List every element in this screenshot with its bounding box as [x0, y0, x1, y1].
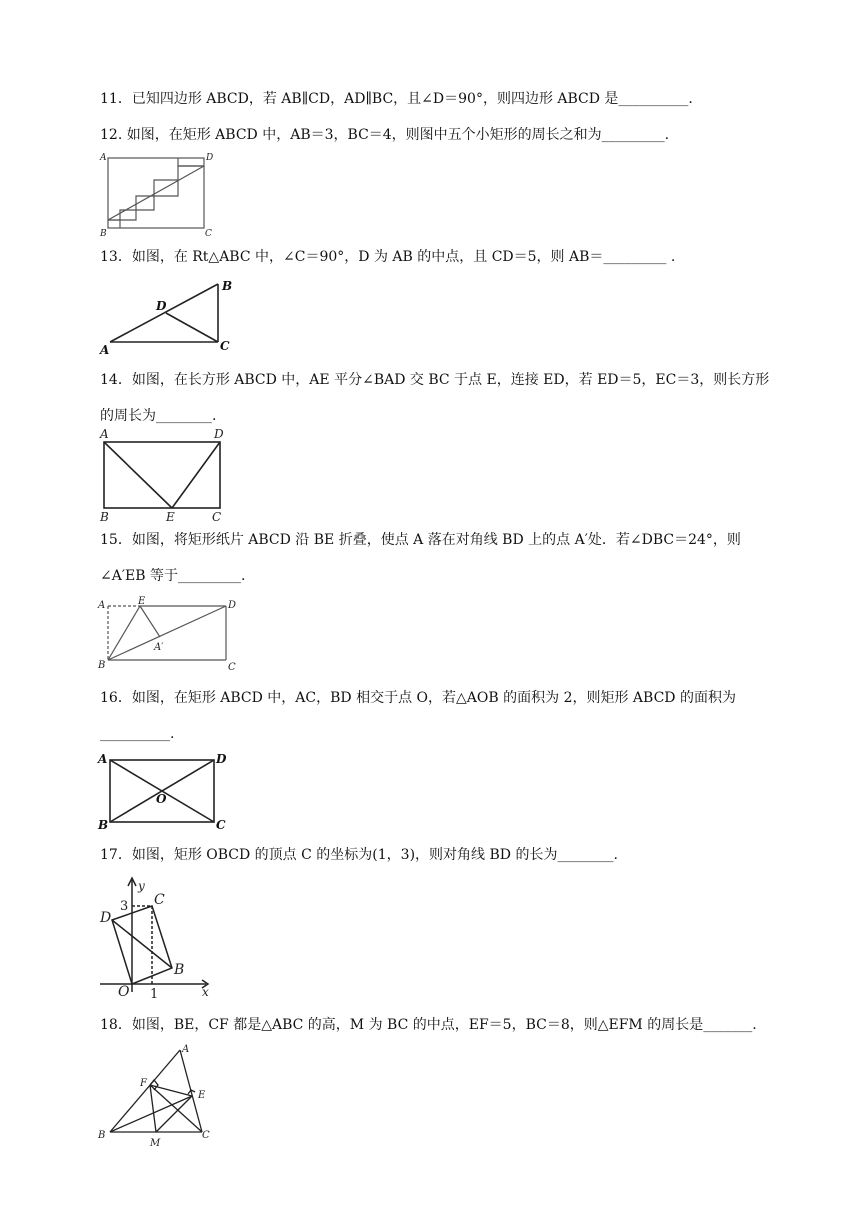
question-15: 15．如图，将矩形纸片 ABCD 沿 BE 折叠，使点 A 落在对角线 BD 上的点 A′处．若∠DBC＝24°，则∠A′EB 等于_________. — [100, 532, 741, 584]
label-A: A — [98, 600, 106, 611]
label-x: x — [202, 985, 209, 999]
figure-13 — [98, 276, 248, 358]
label-D: D — [216, 752, 227, 766]
label-C: C — [212, 510, 222, 524]
label-A: A — [100, 427, 109, 441]
label-B: B — [222, 279, 233, 293]
figure-12 — [98, 150, 218, 240]
figure-14 — [98, 428, 238, 524]
figure-16 — [98, 750, 238, 832]
question-16: 16．如图，在矩形 ABCD 中，AC，BD 相交于点 O，若△AOB 的面积为 2，则矩形 ABCD 的面积为__________. — [100, 690, 736, 742]
label-C: C — [228, 662, 236, 673]
label-y: y — [138, 879, 145, 893]
label-B: B — [174, 962, 185, 978]
figure-15 — [98, 594, 248, 674]
label-A: A — [100, 153, 107, 163]
label-M: M — [150, 1138, 161, 1149]
label-B: B — [98, 1130, 106, 1141]
label-1: 1 — [150, 987, 159, 1002]
label-C: C — [154, 892, 165, 908]
label-A: A — [182, 1044, 190, 1055]
label-C: C — [202, 1130, 210, 1141]
question-17: 17．如图，矩形 OBCD 的顶点 C 的坐标为(1，3)，则对角线 BD 的长为________. — [100, 847, 618, 863]
question-11: 11．已知四边形 ABCD，若 AB∥CD，AD∥BC，且∠D＝90°，则四边形 ABCD 是__________. — [100, 91, 693, 107]
label-D: D — [100, 910, 112, 926]
label-O: O — [156, 792, 167, 806]
label-B: B — [100, 510, 109, 524]
label-E: E — [166, 510, 175, 524]
label-D: D — [206, 153, 214, 163]
label-B: B — [98, 660, 106, 671]
question-14: 14．如图，在长方形 ABCD 中，AE 平分∠BAD 交 BC 于点 E，连接 ED，若 ED＝5，EC＝3，则长方形的周长为________. — [100, 372, 770, 424]
question-13: 13．如图，在 Rt△ABC 中，∠C＝90°，D 为 AB 的中点，且 CD＝5，则 AB＝_________ . — [100, 249, 676, 265]
label-3: 3 — [120, 899, 129, 914]
label-D: D — [228, 600, 237, 611]
label-A: A — [98, 752, 108, 766]
figure-17 — [98, 874, 218, 1000]
question-18: 18．如图，BE，CF 都是△ABC 的高，M 为 BC 的中点，EF＝5，BC＝8，则△EFM 的周长是_______. — [100, 1017, 757, 1033]
label-B: B — [98, 818, 109, 832]
label-C: C — [216, 818, 226, 832]
figure-18 — [98, 1040, 228, 1152]
label-C: C — [220, 339, 230, 353]
label-A: A — [100, 343, 110, 357]
label-B: B — [100, 229, 107, 239]
label-D: D — [156, 299, 167, 313]
label-C: C — [205, 229, 212, 239]
label-D: D — [214, 427, 224, 441]
label-O: O — [118, 984, 130, 1000]
question-12: 12. 如图，在矩形 ABCD 中，AB＝3，BC＝4，则图中五个小矩形的周长之和为_________. — [100, 127, 670, 143]
label-F: F — [140, 1078, 147, 1089]
label-A-prime: A′ — [154, 642, 164, 653]
label-E: E — [198, 1090, 206, 1101]
label-E: E — [138, 596, 146, 607]
